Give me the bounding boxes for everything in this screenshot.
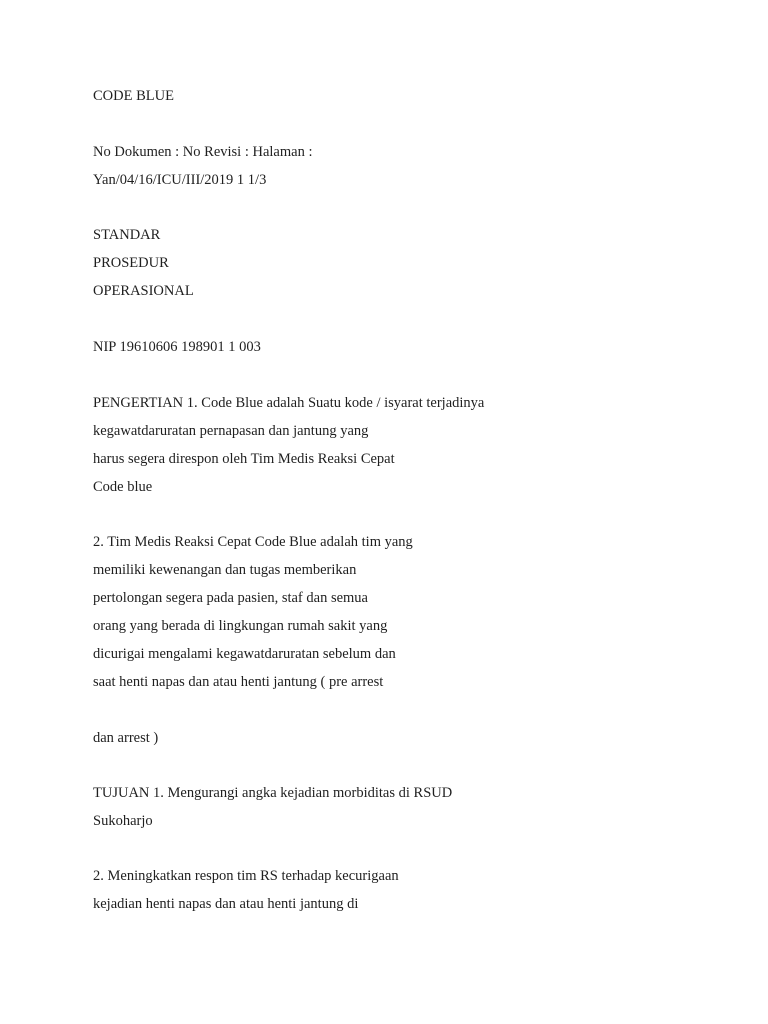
pengertian-item2-line: 2. Tim Medis Reaksi Cepat Code Blue adalah tim yang [93,534,413,550]
pengertian-item2-tail: dan arrest ) [93,730,159,746]
pengertian-line: kegawatdaruratan pernapasan dan jantung yang [93,423,369,439]
doc-info-values: Yan/04/16/ICU/III/2019 1 1/3 [93,172,267,188]
sop-line-standar: STANDAR [93,227,161,243]
pengertian-line: Code blue [93,479,153,495]
tujuan-item2-line: kejadian henti napas dan atau henti jantung di [93,896,359,912]
pengertian-line: harus segera direspon oleh Tim Medis Reaksi Cepat [93,451,395,467]
pengertian-item2-line: dicurigai mengalami kegawatdaruratan sebelum dan [93,646,396,662]
pengertian-item2-line: orang yang berada di lingkungan rumah sakit yang [93,618,388,634]
sop-line-operasional: OPERASIONAL [93,283,194,299]
sop-line-prosedur: PROSEDUR [93,255,169,271]
pengertian-item2-line: memiliki kewenangan dan tugas memberikan [93,562,357,578]
doc-info-header: No Dokumen : No Revisi : Halaman : [93,144,313,160]
tujuan-item2-line: 2. Meningkatkan respon tim RS terhadap kecurigaan [93,868,399,884]
tujuan-line: TUJUAN 1. Mengurangi angka kejadian morbiditas di RSUD [93,785,453,801]
nip-line: NIP 19610606 198901 1 003 [93,339,261,355]
document-title: CODE BLUE [93,88,174,104]
pengertian-line: PENGERTIAN 1. Code Blue adalah Suatu kode / isyarat terjadinya [93,395,485,411]
tujuan-line: Sukoharjo [93,813,153,829]
pengertian-item2-line: saat henti napas dan atau henti jantung ( pre arrest [93,674,384,690]
pengertian-item2-line: pertolongan segera pada pasien, staf dan semua [93,590,368,606]
